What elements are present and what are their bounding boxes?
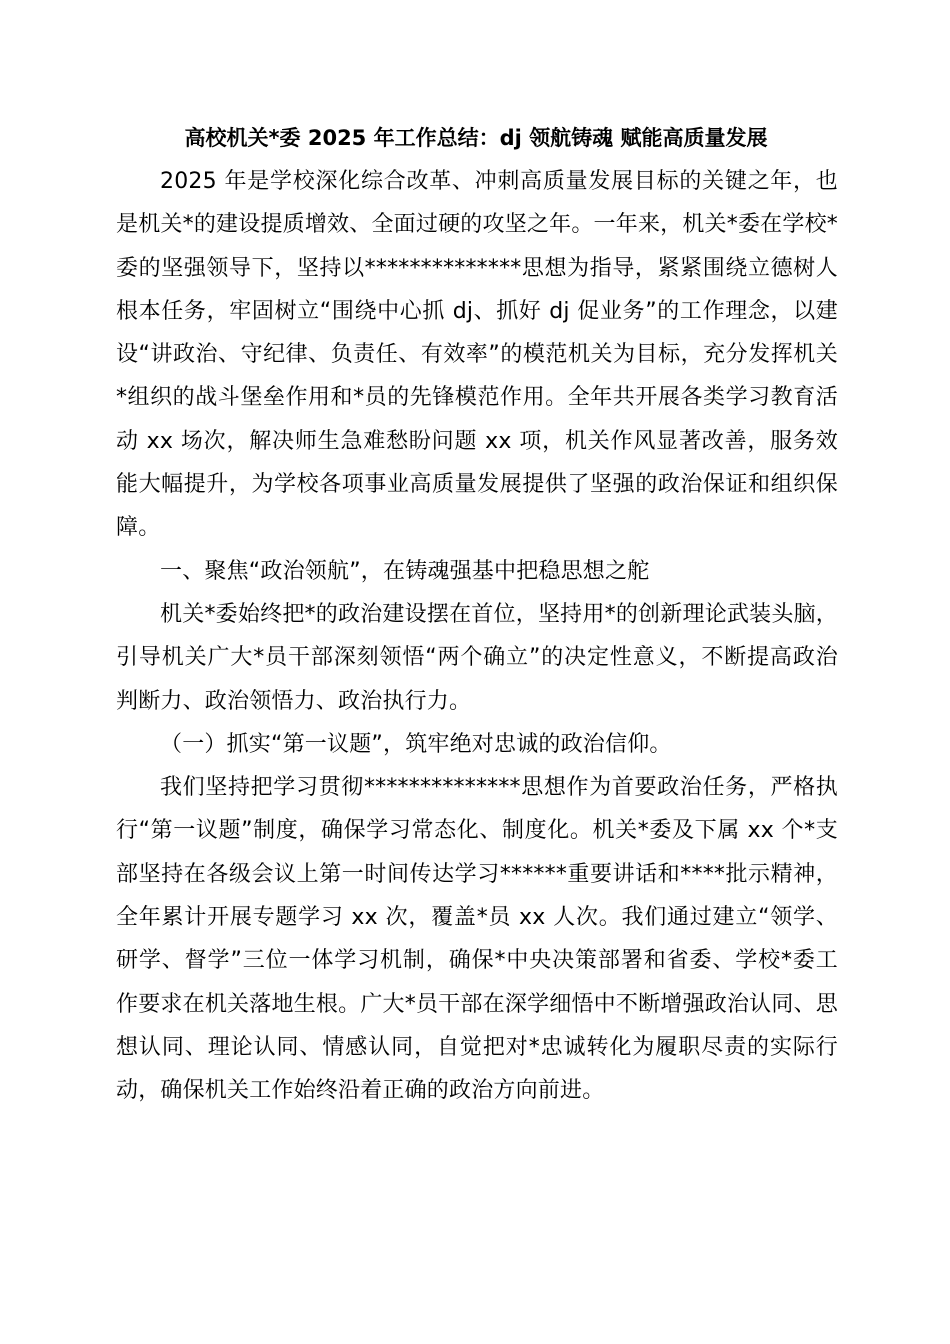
subsection-1-paragraph: 我们坚持把学习贯彻**************思想作为首要政治任务，严格执行“第一议题”制度，确保学习常态化、制度化。机关*委及下属 xx 个*支部坚持在各级会议上第一时间传达学习******重要讲话和****批示精神，全年累计开展专题学习 xx 次，覆盖*员 xx 人次。我们通过建立“领学、研学、督学”三位一体学习机制，确保*中央决策部署和省委、学校*委工作要求在机关落地生根。广大*员干部在深学细悟中不断增强政治认同、思想认同、理论认同、情感认同，自觉把对*忠诚转化为履职尽责的实际行动，确保机关工作始终沿着正确的政治方向前进。 bbox=[116, 775, 838, 1104]
section-1-paragraph: 机关*委始终把*的政治建设摆在首位，坚持用*的创新理论武装头脑，引导机关广大*员干部深刻领悟“两个确立”的决定性意义，不断提高政治判断力、政治领悟力、政治执行力。 bbox=[116, 601, 838, 714]
subsection-heading-1: （一）抓实“第一议题”，筑牢绝对忠诚的政治信仰。 bbox=[160, 731, 672, 757]
intro-paragraph: 2025 年是学校深化综合改革、冲刺高质量发展目标的关键之年，也是机关*的建设提质增效、全面过硬的攻坚之年。一年来，机关*委在学校*委的坚强领导下，坚持以**************思想为指导，紧紧围绕立德树人根本任务，牢固树立“围绕中心抓 dj、抓好 dj 促业务”的工作理念，以建设“讲政治、守纪律、负责任、有效率”的模范机关为目标，充分发挥机关*组织的战斗堡垒作用和*员的先锋模范作用。全年共开展各类学习教育活动 xx 场次，解决师生急难愁盼问题 xx 项，机关作风显著改善，服务效能大幅提升，为学校各项事业高质量发展提供了坚强的政治保证和组织保障。 bbox=[116, 169, 838, 541]
document-title: 高校机关*委 2025 年工作总结：dj 领航铸魂 赋能高质量发展 bbox=[184, 126, 768, 150]
section-heading-1: 一、聚焦“政治领航”，在铸魂强基中把稳思想之舵 bbox=[160, 558, 650, 584]
document-body bbox=[116, 160, 838, 1113]
